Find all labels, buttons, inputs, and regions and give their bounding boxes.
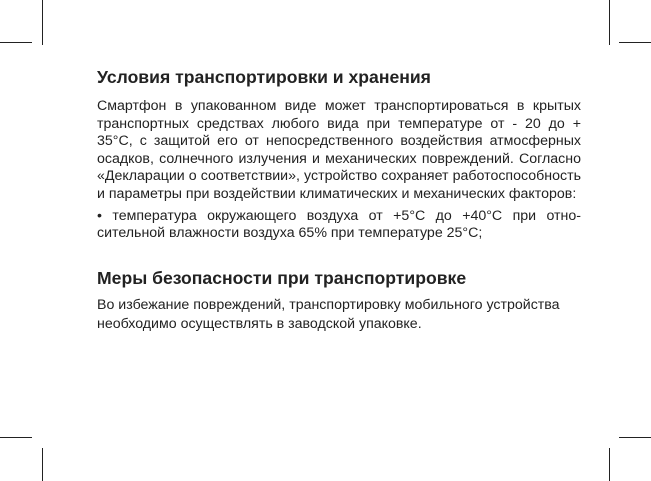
paragraph-factory-packaging: необходимо осуществлять в заводской упаковке. <box>97 316 422 333</box>
section-heading-transport-safety: Меры безопасности при транспортировке <box>97 267 467 288</box>
crop-mark-top-right-horizontal <box>619 42 651 43</box>
crop-mark-top-left-vertical <box>42 0 43 45</box>
crop-mark-bottom-right-horizontal <box>619 437 651 438</box>
section-heading-transport-storage: Условия транспортировки и хранения <box>97 67 431 87</box>
crop-mark-bottom-left-vertical <box>42 448 43 481</box>
crop-mark-top-left-horizontal <box>0 42 32 43</box>
paragraph-avoid-damage: Во избежание повреждений, транспортировку мобильного устройства <box>97 296 560 313</box>
document-content <box>97 66 581 334</box>
crop-mark-bottom-left-horizontal <box>0 437 32 438</box>
crop-mark-bottom-right-vertical <box>609 448 610 481</box>
paragraph-temperature-bullet: • температура окружающего воздуха от +5°С до +40°С при относительной влажности воздуха 65% при температуре 25°С; <box>97 207 581 242</box>
crop-mark-top-right-vertical <box>609 0 610 45</box>
paragraph-transport-conditions: Смартфон в упакованном виде может транспортироваться в крытых транспортных средствах любого вида при температуре от - 20 до + 35°С, с защитой его от непосредственного воздействия атмосферных осадков, солнечного излучения и механических повреждений. Согласно «Декларации о соответствии», устройство сохраняет работоспособность и параметры при воздействии климатических и механических факторов: <box>97 98 581 202</box>
